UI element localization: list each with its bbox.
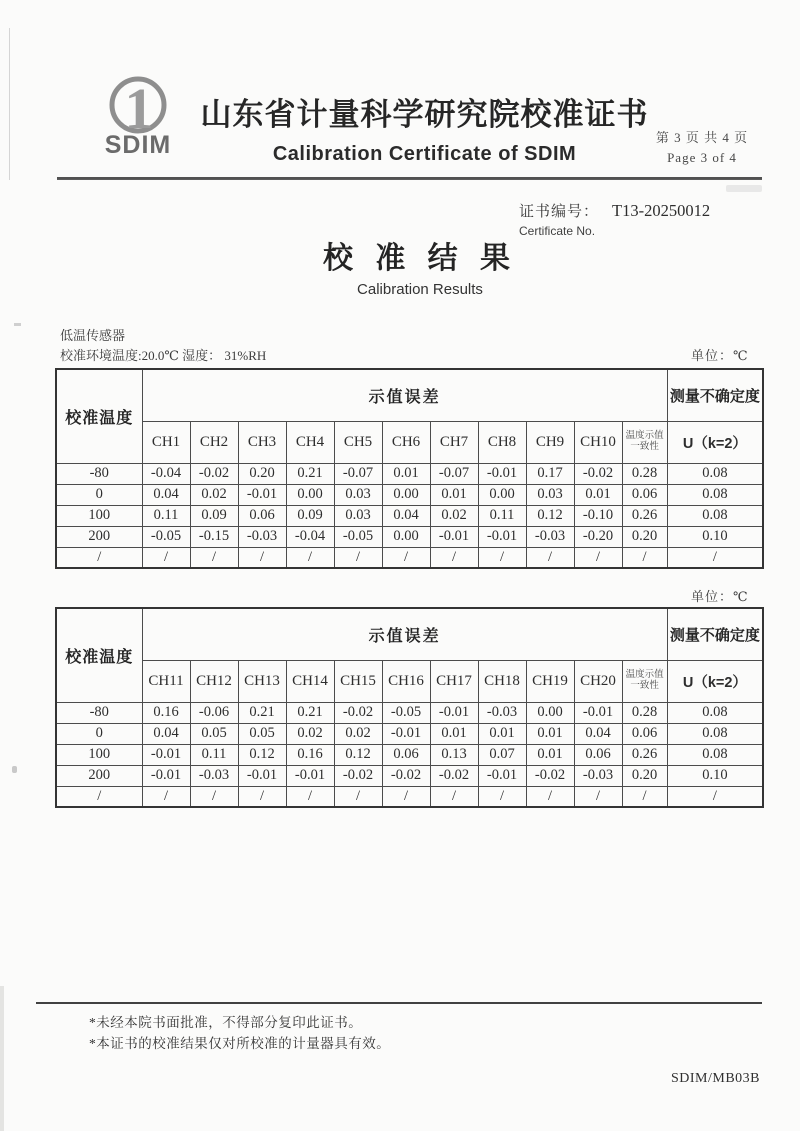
table-cell: 0.16 (286, 744, 334, 765)
channel-header: CH3 (238, 421, 286, 463)
table-row (56, 786, 763, 807)
table-cell: -0.05 (382, 702, 430, 723)
section-title-cn: 校 准 结 果 (322, 242, 517, 275)
table-cell: 0.21 (286, 463, 334, 484)
table-cell: 0 (56, 484, 142, 505)
table-cell: -0.02 (526, 765, 574, 786)
table-cell: 0.00 (526, 702, 574, 723)
table-cell: 0.12 (334, 744, 382, 765)
scan-artifact (9, 28, 10, 180)
temp-header: 校准温度 (56, 608, 142, 702)
table-cell: / (190, 547, 238, 568)
table-cell: / (667, 786, 763, 807)
table-cell: 0.26 (622, 505, 667, 526)
channel-header: CH4 (286, 421, 334, 463)
table-cell: 0.08 (667, 702, 763, 723)
table-cell: 0.02 (190, 484, 238, 505)
table-cell: -0.02 (334, 765, 382, 786)
table-row (56, 744, 763, 765)
table-cell: / (190, 786, 238, 807)
sdim-logo-text: SDIM (104, 131, 172, 159)
table-row (56, 526, 763, 547)
table-cell: 200 (56, 526, 142, 547)
table-cell: -0.03 (526, 526, 574, 547)
table-cell: 0.08 (667, 463, 763, 484)
table-cell: -0.01 (238, 484, 286, 505)
svg-text:1: 1 (124, 76, 154, 141)
header-titles (192, 89, 657, 166)
channel-header: CH2 (190, 421, 238, 463)
table-cell: 0.04 (142, 484, 190, 505)
table-cell: -0.04 (286, 526, 334, 547)
table-cell: 0.04 (142, 723, 190, 744)
channel-header: CH13 (238, 660, 286, 702)
channel-header: CH20 (574, 660, 622, 702)
table-cell: 0.11 (142, 505, 190, 526)
table-cell: / (526, 547, 574, 568)
table-cell: 0.08 (667, 505, 763, 526)
uncertainty-header: 测量不确定度 (667, 608, 763, 660)
table-cell: 0.02 (334, 723, 382, 744)
uncertainty-header: 测量不确定度 (667, 369, 763, 421)
channel-header: CH18 (478, 660, 526, 702)
table-cell: -0.07 (430, 463, 478, 484)
error-header: 示值误差 (142, 369, 667, 421)
table-cell: 0.02 (430, 505, 478, 526)
table-cell: 0.01 (526, 744, 574, 765)
table-cell: / (142, 547, 190, 568)
table-cell: -0.04 (142, 463, 190, 484)
footer-notes (89, 1012, 390, 1054)
table-cell: 0.06 (622, 484, 667, 505)
channel-header: CH19 (526, 660, 574, 702)
table-cell: -0.03 (478, 702, 526, 723)
environment-conditions: 校准环境温度:20.0℃ 湿度： 31%RH (60, 348, 267, 363)
calibration-table-ch1-10 (55, 368, 764, 569)
channel-header: CH10 (574, 421, 622, 463)
table-cell: -0.15 (190, 526, 238, 547)
table-cell: -0.02 (334, 702, 382, 723)
table-cell: / (286, 786, 334, 807)
table-cell: -0.01 (478, 526, 526, 547)
table-cell: / (526, 786, 574, 807)
table-cell: / (238, 547, 286, 568)
table-subheader-row (56, 660, 763, 702)
table-cell: 0.21 (286, 702, 334, 723)
table-cell: / (382, 547, 430, 568)
certificate-no-label-cn: 证书编号： (519, 204, 600, 220)
table-cell: / (238, 786, 286, 807)
table-cell: -0.07 (334, 463, 382, 484)
table-cell: 0.08 (667, 484, 763, 505)
table-cell: / (142, 786, 190, 807)
channel-header: CH11 (142, 660, 190, 702)
scan-artifact (726, 185, 762, 192)
table-cell: 0.03 (334, 484, 382, 505)
table-cell: -0.06 (190, 702, 238, 723)
table-cell: / (667, 547, 763, 568)
table-cell: 0.08 (667, 744, 763, 765)
table-row (56, 702, 763, 723)
page-indicator-cn: 第 3 页 共 4 页 (655, 130, 749, 145)
table-cell: 0.28 (622, 702, 667, 723)
table-cell: / (334, 547, 382, 568)
table-cell: / (56, 547, 142, 568)
table-cell: -80 (56, 702, 142, 723)
table-cell: 0.01 (430, 484, 478, 505)
u-header: U（k=2） (667, 421, 763, 463)
channel-header: CH8 (478, 421, 526, 463)
calibration-table-ch11-20 (55, 607, 764, 808)
table-cell: 0.06 (238, 505, 286, 526)
table-cell: / (430, 786, 478, 807)
table-cell: / (334, 786, 382, 807)
certificate-number-row (519, 200, 710, 221)
table-cell: 0.10 (667, 765, 763, 786)
table-row (56, 547, 763, 568)
table-row (56, 463, 763, 484)
table-cell: 0.02 (286, 723, 334, 744)
channel-header: CH5 (334, 421, 382, 463)
table-cell: -0.01 (142, 765, 190, 786)
channel-header: CH9 (526, 421, 574, 463)
table-cell: / (574, 786, 622, 807)
table-cell: -0.05 (334, 526, 382, 547)
table-cell: / (56, 786, 142, 807)
table-cell: 0.20 (622, 765, 667, 786)
table-cell: / (286, 547, 334, 568)
page-indicator-en: Page 3 of 4 (667, 150, 737, 165)
scan-artifact (0, 986, 4, 1131)
table-cell: -0.01 (142, 744, 190, 765)
table-cell: 0.28 (622, 463, 667, 484)
table-cell: 0.06 (382, 744, 430, 765)
table-row (56, 484, 763, 505)
table-cell: 0.11 (478, 505, 526, 526)
table-cell: 0.05 (238, 723, 286, 744)
section-title-en: Calibration Results (357, 281, 483, 298)
table-cell: 0.04 (382, 505, 430, 526)
table-cell: -0.01 (478, 765, 526, 786)
table-cell: 0.00 (382, 484, 430, 505)
channel-header: CH15 (334, 660, 382, 702)
table-header-row (56, 369, 763, 421)
table-cell: 0.01 (478, 723, 526, 744)
table-cell: 0.12 (526, 505, 574, 526)
unit-label: 单位：℃ (691, 348, 749, 363)
unit-label: 单位：℃ (691, 589, 749, 604)
sdim-logo (80, 72, 196, 160)
table-cell: 100 (56, 505, 142, 526)
consistency-header: 温度示值一致性 (622, 421, 667, 463)
table-cell: 0.09 (190, 505, 238, 526)
table-cell: 0.01 (430, 723, 478, 744)
channel-header: CH6 (382, 421, 430, 463)
channel-header: CH14 (286, 660, 334, 702)
table-cell: 0.01 (526, 723, 574, 744)
table-cell: -0.01 (382, 723, 430, 744)
table-cell: 0.20 (238, 463, 286, 484)
table-cell: 0.00 (478, 484, 526, 505)
table-cell: 0.05 (190, 723, 238, 744)
table-cell: 0.10 (667, 526, 763, 547)
table-cell: 0.06 (574, 744, 622, 765)
table-cell: -0.02 (382, 765, 430, 786)
table-cell: -0.02 (190, 463, 238, 484)
u-header: U（k=2） (667, 660, 763, 702)
table-cell: -0.20 (574, 526, 622, 547)
document-code: SDIM/MB03B (670, 1071, 760, 1086)
table-cell: -0.02 (430, 765, 478, 786)
table-cell: / (430, 547, 478, 568)
table-cell: 0.08 (667, 723, 763, 744)
table-cell: -0.03 (238, 526, 286, 547)
certificate-no-label-en: Certificate No. (519, 224, 596, 238)
table-cell: 0.20 (622, 526, 667, 547)
table-cell: 200 (56, 765, 142, 786)
table-cell: 0.12 (238, 744, 286, 765)
consistency-header: 温度示值一致性 (622, 660, 667, 702)
page-indicator (638, 128, 766, 168)
table-cell: 0.26 (622, 744, 667, 765)
channel-header: CH7 (430, 421, 478, 463)
footer-divider (36, 1002, 762, 1004)
table-row (56, 765, 763, 786)
table-cell: 0.17 (526, 463, 574, 484)
table-cell: / (478, 786, 526, 807)
scan-artifact (14, 323, 21, 326)
table-cell: -0.01 (430, 702, 478, 723)
temp-header: 校准温度 (56, 369, 142, 463)
table-row (56, 723, 763, 744)
channel-header: CH17 (430, 660, 478, 702)
table-cell: / (382, 786, 430, 807)
scan-artifact (12, 766, 17, 773)
table-cell: 0.01 (574, 484, 622, 505)
table-cell: 0.21 (238, 702, 286, 723)
table-cell: / (622, 786, 667, 807)
certificate-title-en: Calibration Certificate of SDIM (272, 143, 577, 165)
table-cell: / (478, 547, 526, 568)
table-cell: 0.11 (190, 744, 238, 765)
channel-header: CH1 (142, 421, 190, 463)
table-subheader-row (56, 421, 763, 463)
table-row (56, 505, 763, 526)
table-cell: -0.01 (574, 702, 622, 723)
table-cell: 0.00 (286, 484, 334, 505)
table-cell: -0.05 (142, 526, 190, 547)
table-cell: -80 (56, 463, 142, 484)
note-line: *本证书的校准结果仅对所校准的计量器具有效。 (89, 1036, 391, 1051)
table-cell: 0.13 (430, 744, 478, 765)
table-cell: -0.02 (574, 463, 622, 484)
table-cell: -0.10 (574, 505, 622, 526)
table-cell: -0.01 (478, 463, 526, 484)
note-line: *未经本院书面批准，不得部分复印此证书。 (89, 1015, 363, 1030)
table-cell: 0 (56, 723, 142, 744)
table-cell: 0.06 (622, 723, 667, 744)
table-cell: -0.01 (238, 765, 286, 786)
table-cell: 0.03 (526, 484, 574, 505)
certificate-title-cn: 山东省计量科学研究院校准证书 (200, 97, 649, 132)
table-cell: -0.01 (430, 526, 478, 547)
table-cell: 0.01 (382, 463, 430, 484)
certificate-no-value: T13-20250012 (612, 201, 711, 220)
table-cell: 0.04 (574, 723, 622, 744)
table-cell: / (574, 547, 622, 568)
table-cell: 0.16 (142, 702, 190, 723)
table-cell: -0.03 (190, 765, 238, 786)
device-name: 低温传感器 (60, 328, 126, 343)
table-cell: 100 (56, 744, 142, 765)
table-cell: -0.01 (286, 765, 334, 786)
table-cell: / (622, 547, 667, 568)
table-cell: 0.00 (382, 526, 430, 547)
channel-header: CH16 (382, 660, 430, 702)
table-cell: -0.03 (574, 765, 622, 786)
table-header-row (56, 608, 763, 660)
table-cell: 0.09 (286, 505, 334, 526)
header-divider (57, 177, 762, 180)
table-cell: 0.07 (478, 744, 526, 765)
error-header: 示值误差 (142, 608, 667, 660)
table-cell: 0.03 (334, 505, 382, 526)
channel-header: CH12 (190, 660, 238, 702)
